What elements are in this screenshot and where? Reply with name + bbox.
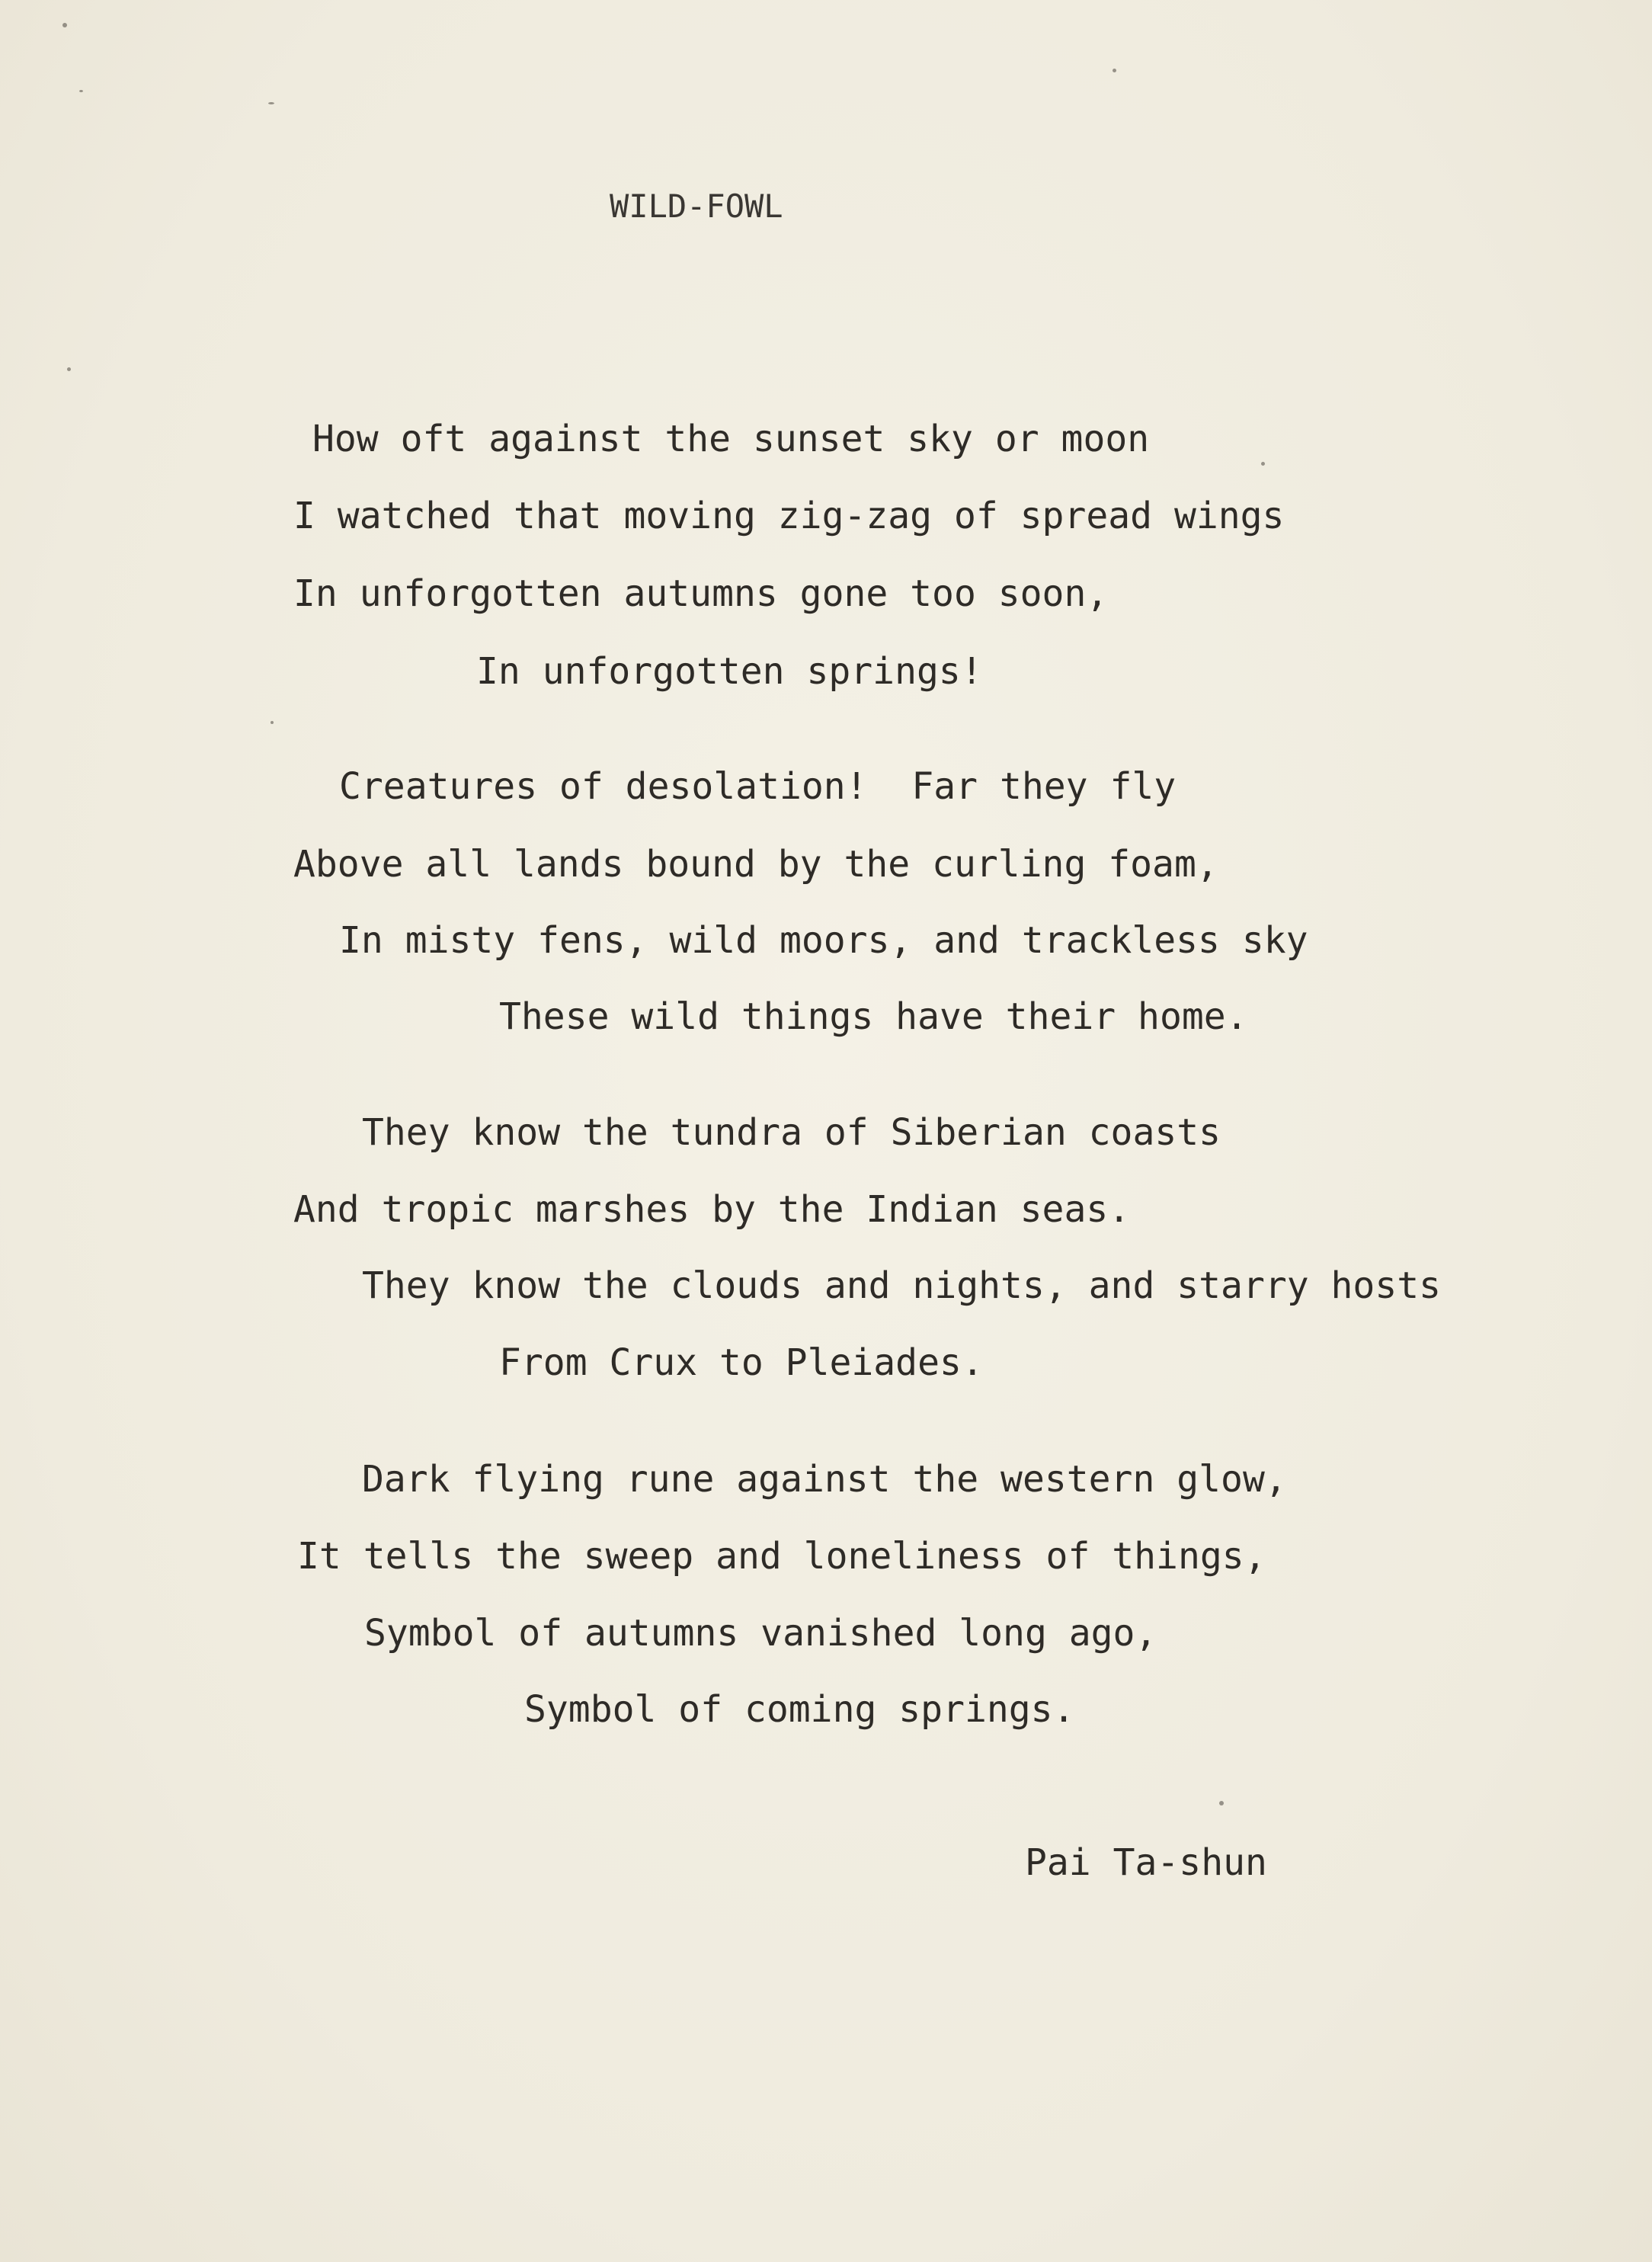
stanza-2-line-3: In misty fens, wild moors, and trackless sky bbox=[339, 919, 1308, 962]
stanza-2-line-1: Creatures of desolation! Far they fly bbox=[339, 765, 1177, 808]
stanza-4-line-1: Dark flying rune against the western glow, bbox=[362, 1458, 1287, 1501]
stanza-3-line-3: They know the clouds and nights, and starry hosts bbox=[362, 1264, 1442, 1307]
paper-speck bbox=[79, 90, 83, 92]
paper-speck bbox=[271, 721, 274, 724]
stanza-4-line-2: It tells the sweep and loneliness of things, bbox=[297, 1535, 1266, 1578]
paper-speck bbox=[1219, 1801, 1224, 1805]
paper-speck bbox=[67, 367, 71, 371]
stanza-2-line-2: Above all lands bound by the curling foam, bbox=[293, 843, 1218, 886]
poem-title: WILD-FOWL bbox=[610, 187, 783, 225]
stanza-3-line-1: They know the tundra of Siberian coasts bbox=[362, 1111, 1221, 1154]
stanza-4-line-3: Symbol of autumns vanished long ago, bbox=[364, 1612, 1157, 1655]
stanza-1-line-1: How oft against the sunset sky or moon bbox=[312, 418, 1150, 460]
stanza-3-line-2: And tropic marshes by the Indian seas. bbox=[293, 1188, 1131, 1231]
stanza-1-line-3: In unforgotten autumns gone too soon, bbox=[293, 572, 1109, 615]
paper-speck bbox=[268, 102, 274, 104]
stanza-2-line-4: These wild things have their home. bbox=[499, 995, 1248, 1038]
paper-speck bbox=[62, 23, 67, 27]
stanza-3-line-4: From Crux to Pleiades. bbox=[499, 1341, 984, 1384]
stanza-1-line-2: I watched that moving zig-zag of spread wings bbox=[293, 495, 1285, 537]
paper-speck bbox=[1113, 69, 1116, 72]
paper-speck bbox=[1261, 462, 1265, 466]
stanza-1-line-4: In unforgotten springs! bbox=[476, 650, 983, 693]
author-signature: Pai Ta-shun bbox=[1025, 1841, 1267, 1884]
stanza-4-line-4: Symbol of coming springs. bbox=[524, 1688, 1075, 1731]
